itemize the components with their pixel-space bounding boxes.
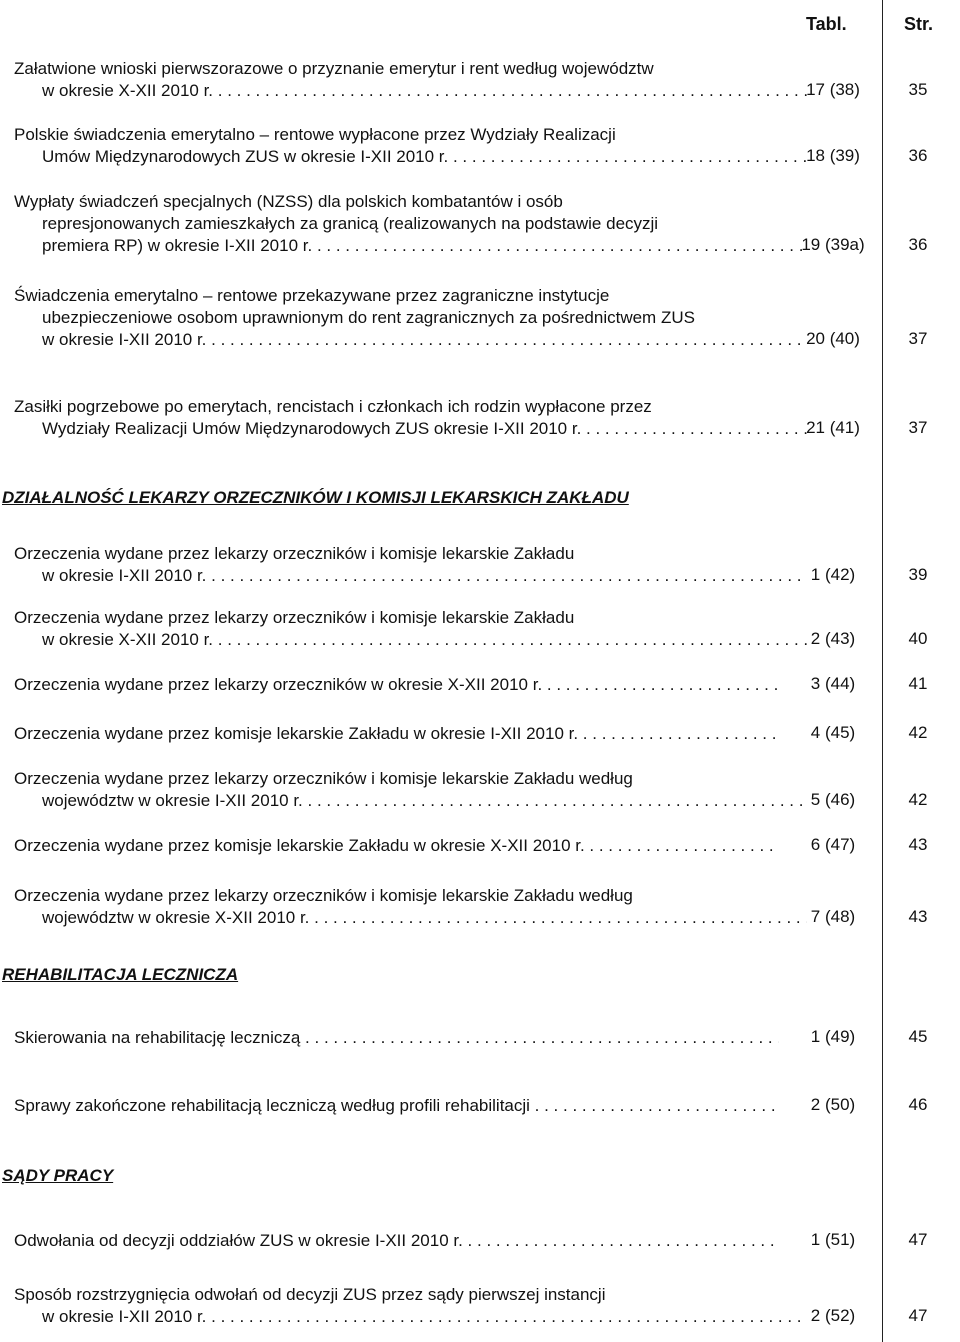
table-number: 6 (47) — [810, 835, 856, 854]
toc-entry-text: premiera RP) w okresie I-XII 2010 r. . . . — [14, 235, 807, 257]
table-number: 1 (42) — [810, 565, 856, 584]
column-divider — [882, 0, 883, 1342]
toc-entry[interactable] — [14, 1095, 814, 1117]
table-number: 19 (39a) — [801, 235, 865, 254]
table-number: 2 (50) — [810, 1095, 856, 1114]
page-number: 36 — [908, 146, 928, 165]
toc-entry-text: w okresie X-XII 2010 r. . . . — [14, 80, 807, 102]
toc-entry-text: województw w okresie X-XII 2010 r. . . . — [14, 907, 807, 929]
toc-entry-text: Załatwione wnioski pierwszorazowe o przyznanie emerytur i rent według województw — [14, 59, 654, 78]
toc-entry-text: Sprawy zakończone rehabilitacją leczniczą według profili rehabilitacji . . . — [14, 1095, 779, 1117]
toc-entry-text: Orzeczenia wydane przez lekarzy orzeczników i komisje lekarskie Zakładu według — [14, 769, 633, 788]
toc-entry[interactable] — [14, 1230, 814, 1252]
toc-entry-text: województw w okresie I-XII 2010 r. . . . — [14, 790, 807, 812]
page-number: 47 — [908, 1230, 928, 1249]
toc-entry[interactable] — [14, 768, 814, 812]
page-number: 47 — [908, 1306, 928, 1325]
header-tabl: Tabl. — [806, 14, 847, 34]
section-heading: DZIAŁALNOŚĆ LEKARZY ORZECZNIKÓW I KOMISJI LEKARSKICH ZAKŁADU — [2, 488, 629, 507]
toc-entry-text: Polskie świadczenia emerytalno – rentowe wypłacone przez Wydziały Realizacji — [14, 125, 616, 144]
toc-entry-text: ubezpieczeniowe osobom uprawnionym do rent zagranicznych za pośrednictwem ZUS — [42, 308, 695, 327]
page-number: 41 — [908, 674, 928, 693]
toc-entry[interactable] — [14, 191, 814, 257]
table-number: 21 (41) — [806, 418, 860, 437]
page-number: 40 — [908, 629, 928, 648]
table-number: 1 (51) — [810, 1230, 856, 1249]
toc-entry[interactable] — [14, 607, 814, 651]
page-number: 45 — [908, 1027, 928, 1046]
table-number: 7 (48) — [810, 907, 856, 926]
toc-entry-text: w okresie I-XII 2010 r. . . . — [14, 329, 807, 351]
table-number: 2 (43) — [810, 629, 856, 648]
page-number: 43 — [908, 907, 928, 926]
toc-entry-text: Skierowania na rehabilitację leczniczą . . . — [14, 1027, 779, 1049]
page-number: 42 — [908, 790, 928, 809]
toc-entry-text: represjonowanych zamieszkałych za granicą (realizowanych na podstawie decyzji — [42, 214, 659, 233]
table-number: 1 (49) — [810, 1027, 856, 1046]
table-number: 18 (39) — [806, 146, 860, 165]
page-number: 36 — [908, 235, 928, 254]
page-number: 37 — [908, 329, 928, 348]
toc-entry[interactable] — [14, 1027, 814, 1049]
toc-entry[interactable] — [14, 723, 814, 745]
toc-entry[interactable] — [14, 835, 814, 857]
toc-entry-text: Orzeczenia wydane przez lekarzy orzeczników i komisje lekarskie Zakładu — [14, 544, 575, 563]
toc-entry-text: Orzeczenia wydane przez komisje lekarskie Zakładu w okresie I-XII 2010 r. . . . — [14, 723, 779, 745]
toc-entry[interactable] — [14, 124, 814, 168]
toc-entry-text: Odwołania od decyzji oddziałów ZUS w okresie I-XII 2010 r. . . . — [14, 1230, 779, 1252]
header-str: Str. — [904, 14, 934, 34]
page-number: 37 — [908, 418, 928, 437]
toc-entry-text: Orzeczenia wydane przez lekarzy orzeczników i komisje lekarskie Zakładu — [14, 608, 575, 627]
toc-entry-text: Świadczenia emerytalno – rentowe przekazywane przez zagraniczne instytucje — [14, 286, 610, 305]
section-heading: REHABILITACJA LECZNICZA — [2, 965, 239, 984]
toc-entry-text: w okresie X-XII 2010 r. . . . — [14, 629, 807, 651]
toc-entry-text: w okresie I-XII 2010 r. . . . — [14, 1306, 807, 1328]
toc-entry-text: Umów Międzynarodowych ZUS w okresie I-XII 2010 r. . . . — [14, 146, 807, 168]
page-number: 35 — [908, 80, 928, 99]
toc-entry-text: Orzeczenia wydane przez lekarzy orzeczników w okresie X-XII 2010 r. . . . — [14, 674, 779, 696]
toc-entry-text: w okresie I-XII 2010 r. . . . — [14, 565, 807, 587]
table-number: 17 (38) — [806, 80, 860, 99]
page-number: 42 — [908, 723, 928, 742]
toc-entry-text: Zasiłki pogrzebowe po emerytach, rencistach i członkach ich rodzin wypłacone przez — [14, 397, 652, 416]
table-number: 4 (45) — [810, 723, 856, 742]
page-number: 43 — [908, 835, 928, 854]
toc-entry-text: Wydziały Realizacji Umów Międzynarodowych ZUS okresie I-XII 2010 r. . . . — [14, 418, 807, 440]
section-heading: SĄDY PRACY — [2, 1166, 114, 1185]
toc-entry[interactable] — [14, 58, 814, 102]
toc-entry[interactable] — [14, 285, 814, 351]
page-number: 39 — [908, 565, 928, 584]
toc-entry-text: Wypłaty świadczeń specjalnych (NZSS) dla polskich kombatantów i osób — [14, 192, 563, 211]
page-number: 46 — [908, 1095, 928, 1114]
toc-entry[interactable] — [14, 1284, 814, 1328]
toc-entry[interactable] — [14, 396, 814, 440]
toc-entry[interactable] — [14, 543, 814, 587]
toc-entry[interactable] — [14, 885, 814, 929]
table-number: 3 (44) — [810, 674, 856, 693]
table-number: 20 (40) — [806, 329, 860, 348]
toc-entry-text: Orzeczenia wydane przez komisje lekarskie Zakładu w okresie X-XII 2010 r. . . . — [14, 835, 779, 857]
toc-entry[interactable] — [14, 674, 814, 696]
table-number: 5 (46) — [810, 790, 856, 809]
toc-entry-text: Orzeczenia wydane przez lekarzy orzeczników i komisje lekarskie Zakładu według — [14, 886, 633, 905]
toc-entry-text: Sposób rozstrzygnięcia odwołań od decyzji ZUS przez sądy pierwszej instancji — [14, 1285, 606, 1304]
table-number: 2 (52) — [810, 1306, 856, 1325]
